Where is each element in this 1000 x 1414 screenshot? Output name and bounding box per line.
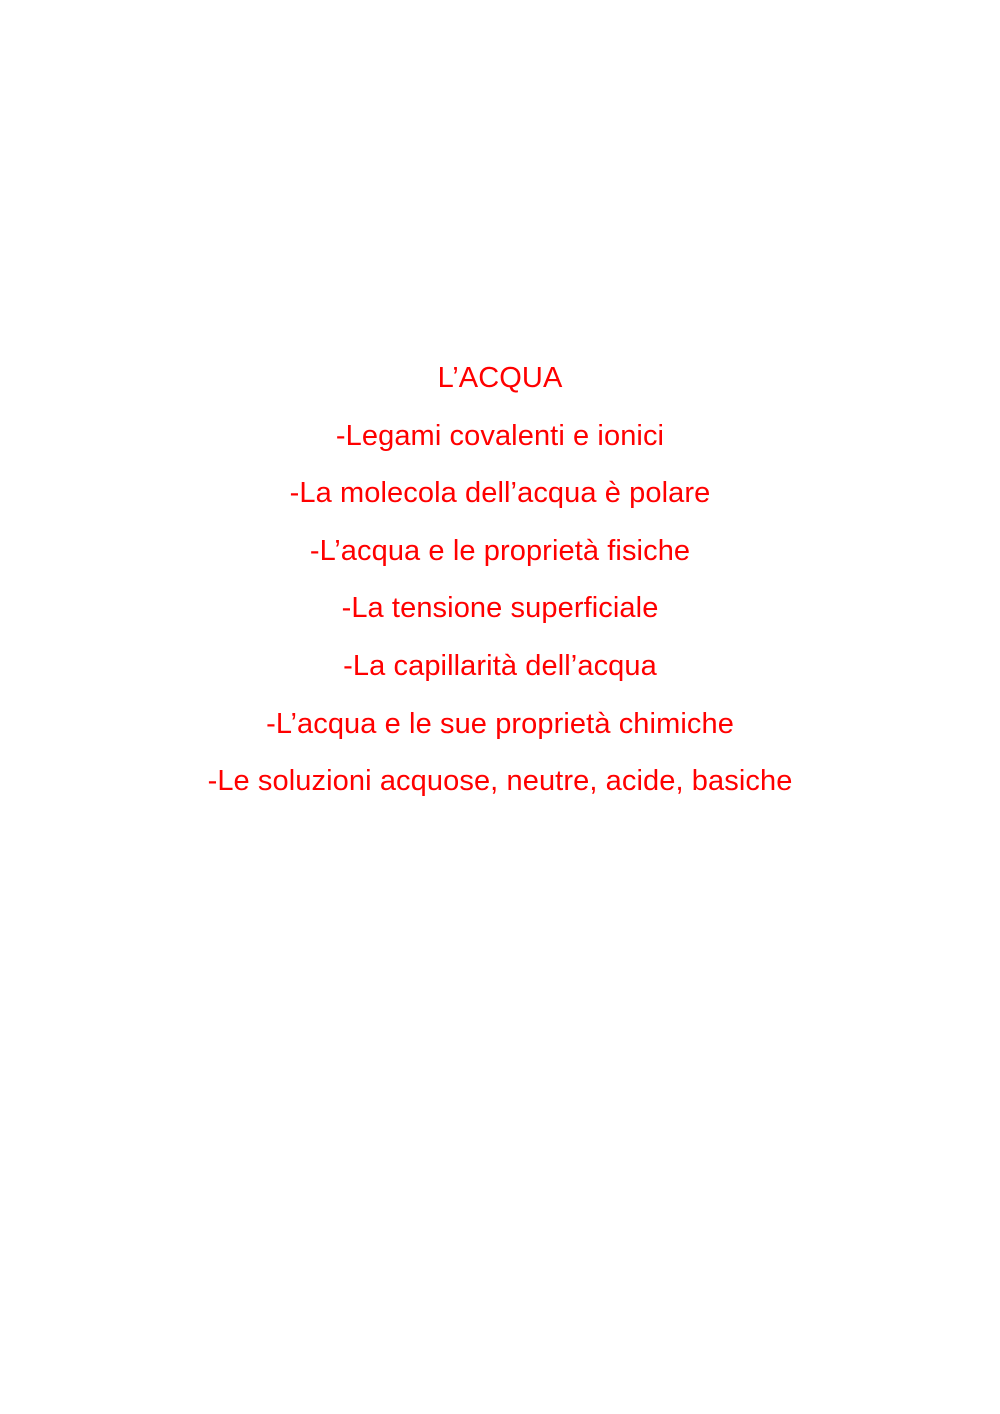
document-content <box>0 350 1000 811</box>
list-item: -Le soluzioni acquose, neutre, acide, basiche <box>207 765 793 798</box>
list-item: -L’acqua e le proprietà fisiche <box>309 534 691 567</box>
list-item: -La molecola dell’acqua è polare <box>289 477 711 510</box>
list-item: -La tensione superficiale <box>341 592 659 625</box>
document-title: L’ACQUA <box>437 362 563 394</box>
list-item: -La capillarità dell’acqua <box>343 649 657 682</box>
list-item: -L’acqua e le sue proprietà chimiche <box>266 707 734 740</box>
list-item: -Legami covalenti e ionici <box>335 419 665 452</box>
